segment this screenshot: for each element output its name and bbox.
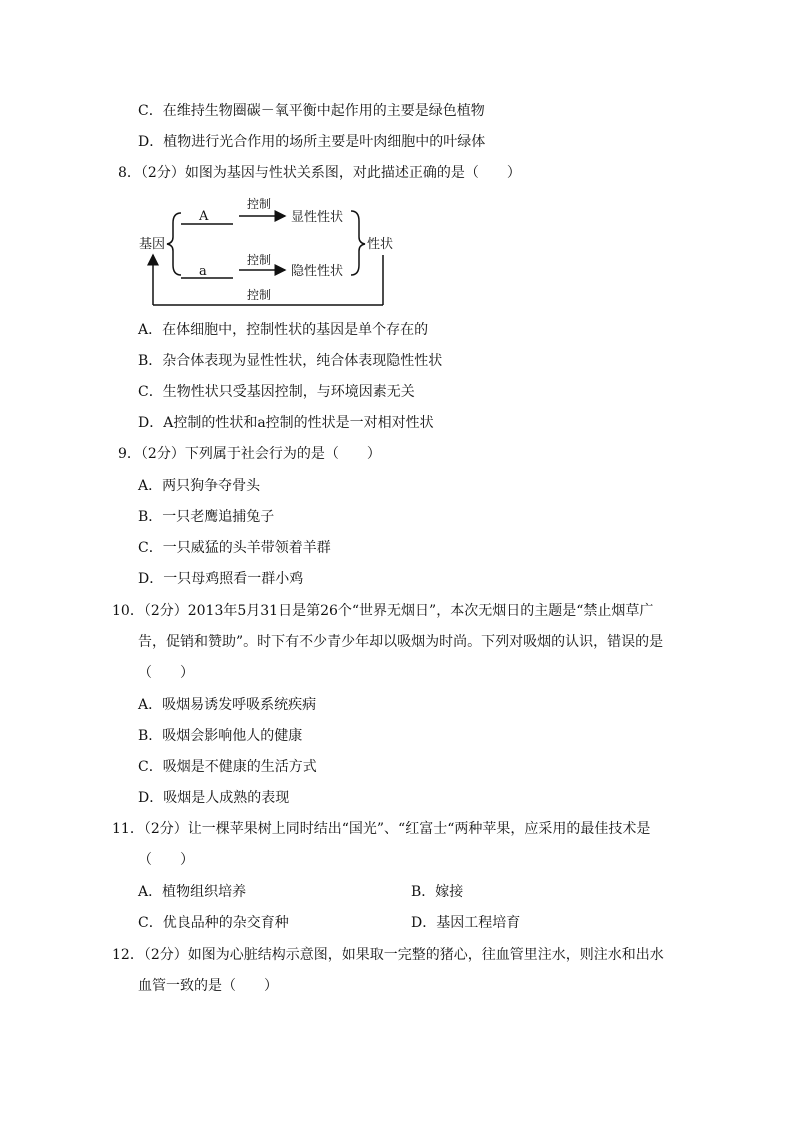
gene-label: 基因 [139, 237, 166, 252]
q11-stem-line1: 11．（2分）让一棵苹果树上同时结出“国光”、“红富士“两种苹果，应采用的最佳技术是 [112, 821, 651, 837]
q11-option-d: D．基因工程培育 [411, 915, 521, 931]
q12-stem-line2: 血管一致的是（ ） [138, 978, 278, 994]
q12-stem-line1: 12．（2分）如图为心脏结构示意图，如果取一完整的猪心，往血管里注水，则注水和出水 [112, 947, 664, 963]
gene-trait-diagram [135, 193, 405, 313]
q9-option-d: D．一只母鸡照看一群小鸡 [138, 571, 304, 587]
allele-dominant: A [199, 209, 209, 224]
q10-option-c: C．吸烟是不健康的生活方式 [138, 759, 317, 775]
q7-option-c: C．在维持生物圈碳－氧平衡中起作用的主要是绿色植物 [138, 103, 485, 119]
q10-option-d: D．吸烟是人成熟的表现 [138, 790, 290, 806]
q11-option-b: B．嫁接 [411, 884, 464, 900]
trait-label: 性状 [367, 237, 394, 252]
left-brace [167, 213, 181, 275]
q9-option-b: B．一只老鹰追捕兔子 [138, 509, 275, 525]
q8-option-c: C．生物性状只受基因控制，与环境因素无关 [138, 384, 415, 400]
q11-stem-line2: （ ） [138, 852, 194, 868]
right-brace [351, 211, 365, 275]
q7-option-d: D．植物进行光合作用的场所主要是叶肉细胞中的叶绿体 [138, 134, 486, 150]
dominant-trait-label: 显性性状 [291, 210, 344, 225]
control-label-mid: 控制 [247, 253, 272, 267]
recessive-trait-label: 隐性性状 [291, 264, 344, 279]
q9-stem: 9．（2分）下列属于社会行为的是（ ） [118, 446, 381, 462]
q10-stem-line1: 10．（2分）2013年5月31日是第26个“世界无烟日”，本次无烟日的主题是“禁止烟草广 [112, 603, 654, 619]
q9-option-c: C．一只威猛的头羊带领着羊群 [138, 540, 331, 556]
control-label-bottom: 控制 [247, 288, 272, 302]
q11-option-c: C．优良品种的杂交育种 [138, 915, 289, 931]
q10-option-b: B．吸烟会影响他人的健康 [138, 728, 303, 744]
q10-option-a: A．吸烟易诱发呼吸系统疾病 [138, 697, 317, 713]
q11-option-a: A．植物组织培养 [138, 884, 247, 900]
q8-option-b: B．杂合体表现为显性性状，纯合体表现隐性性状 [138, 353, 443, 369]
q8-option-a: A．在体细胞中，控制性状的基因是单个存在的 [138, 322, 429, 338]
q9-option-a: A．两只狗争夺骨头 [138, 478, 261, 494]
control-label-top: 控制 [247, 197, 272, 211]
allele-recessive: a [199, 264, 207, 279]
q10-stem-line2: 告，促销和赞助”。时下有不少青少年却以吸烟为时尚。下列对吸烟的认识，错误的是 [138, 634, 664, 650]
q10-stem-line3: （ ） [138, 665, 194, 681]
q8-stem: 8．（2分）如图为基因与性状关系图，对此描述正确的是（ ） [118, 165, 521, 181]
q8-option-d: D．A控制的性状和a控制的性状是一对相对性状 [138, 415, 434, 431]
